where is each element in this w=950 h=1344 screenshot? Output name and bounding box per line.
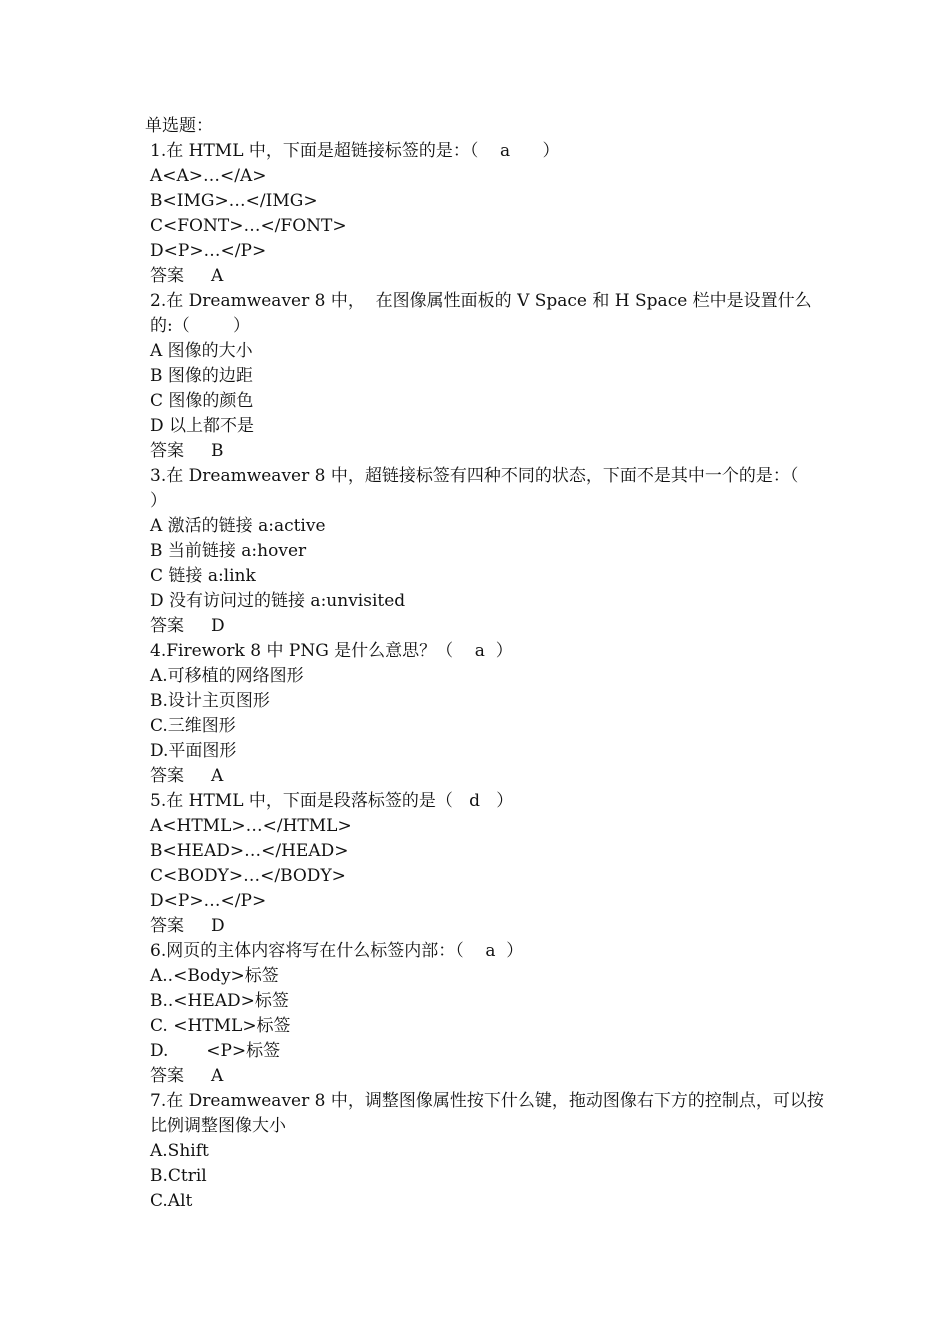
option: A.可移植的网络图形 — [150, 666, 304, 686]
option: B.Ctril — [150, 1166, 207, 1186]
answer-line: 答案 D — [150, 616, 225, 636]
option: D.平面图形 — [150, 741, 237, 761]
question-block — [150, 939, 830, 1089]
option: D<P>…</P> — [150, 891, 267, 911]
option: A..<Body>标签 — [150, 966, 279, 986]
answer-line: 答案 D — [150, 916, 225, 936]
option: A 图像的大小 — [150, 341, 253, 361]
option: D 没有访问过的链接 a:unvisited — [150, 591, 406, 611]
option: C<FONT>…</FONT> — [150, 216, 347, 236]
question-text: 6.网页的主体内容将写在什么标签内部：（ a ） — [150, 941, 524, 961]
answer-line: 答案 B — [150, 441, 224, 461]
option: A<HTML>…</HTML> — [150, 816, 352, 836]
question-text: 2.在 Dreamweaver 8 中， 在图像属性面板的 V Space 和 H Space 栏中是设置什么的:（ ） — [150, 291, 812, 336]
answer-line: 答案 A — [150, 1066, 224, 1086]
option: B 图像的边距 — [150, 366, 253, 386]
option: C. <HTML>标签 — [150, 1016, 291, 1036]
section-heading: 单选题： — [145, 116, 213, 136]
question-block — [150, 464, 830, 639]
question-block — [150, 789, 830, 939]
question-block — [150, 289, 830, 464]
question-block — [150, 1089, 830, 1214]
option: C.Alt — [150, 1191, 193, 1211]
option: D. <P>标签 — [150, 1041, 281, 1061]
option: B 当前链接 a:hover — [150, 541, 307, 561]
answer-line: 答案 A — [150, 266, 224, 286]
option: C<BODY>…</BODY> — [150, 866, 346, 886]
option: B..<HEAD>标签 — [150, 991, 289, 1011]
option: C 图像的颜色 — [150, 391, 254, 411]
option: A.Shift — [150, 1141, 209, 1161]
option: D<P>…</P> — [150, 241, 267, 261]
question-block — [150, 639, 830, 789]
option: B.设计主页图形 — [150, 691, 270, 711]
question-text: 7.在 Dreamweaver 8 中，调整图像属性按下什么键，拖动图像右下方的控制点，可以按比例调整图像大小 — [150, 1091, 824, 1136]
answer-line: 答案 A — [150, 766, 224, 786]
option: A 激活的链接 a:active — [150, 516, 326, 536]
document-page — [145, 114, 831, 1214]
question-text: 3.在 Dreamweaver 8 中，超链接标签有四种不同的状态，下面不是其中一个的是：（ ） — [150, 466, 831, 511]
option: C 链接 a:link — [150, 566, 256, 586]
option: C.三维图形 — [150, 716, 236, 736]
question-text: 4.Firework 8 中 PNG 是什么意思？（ a ） — [150, 641, 513, 661]
option: D 以上都不是 — [150, 416, 255, 436]
question-text: 1.在 HTML 中，下面是超链接标签的是：（ a ） — [150, 141, 560, 161]
option: B<HEAD>…</HEAD> — [150, 841, 349, 861]
option: A<A>…</A> — [150, 166, 267, 186]
question-text: 5.在 HTML 中，下面是段落标签的是（ d ） — [150, 791, 514, 811]
option: B<IMG>…</IMG> — [150, 191, 318, 211]
question-block — [150, 139, 830, 289]
